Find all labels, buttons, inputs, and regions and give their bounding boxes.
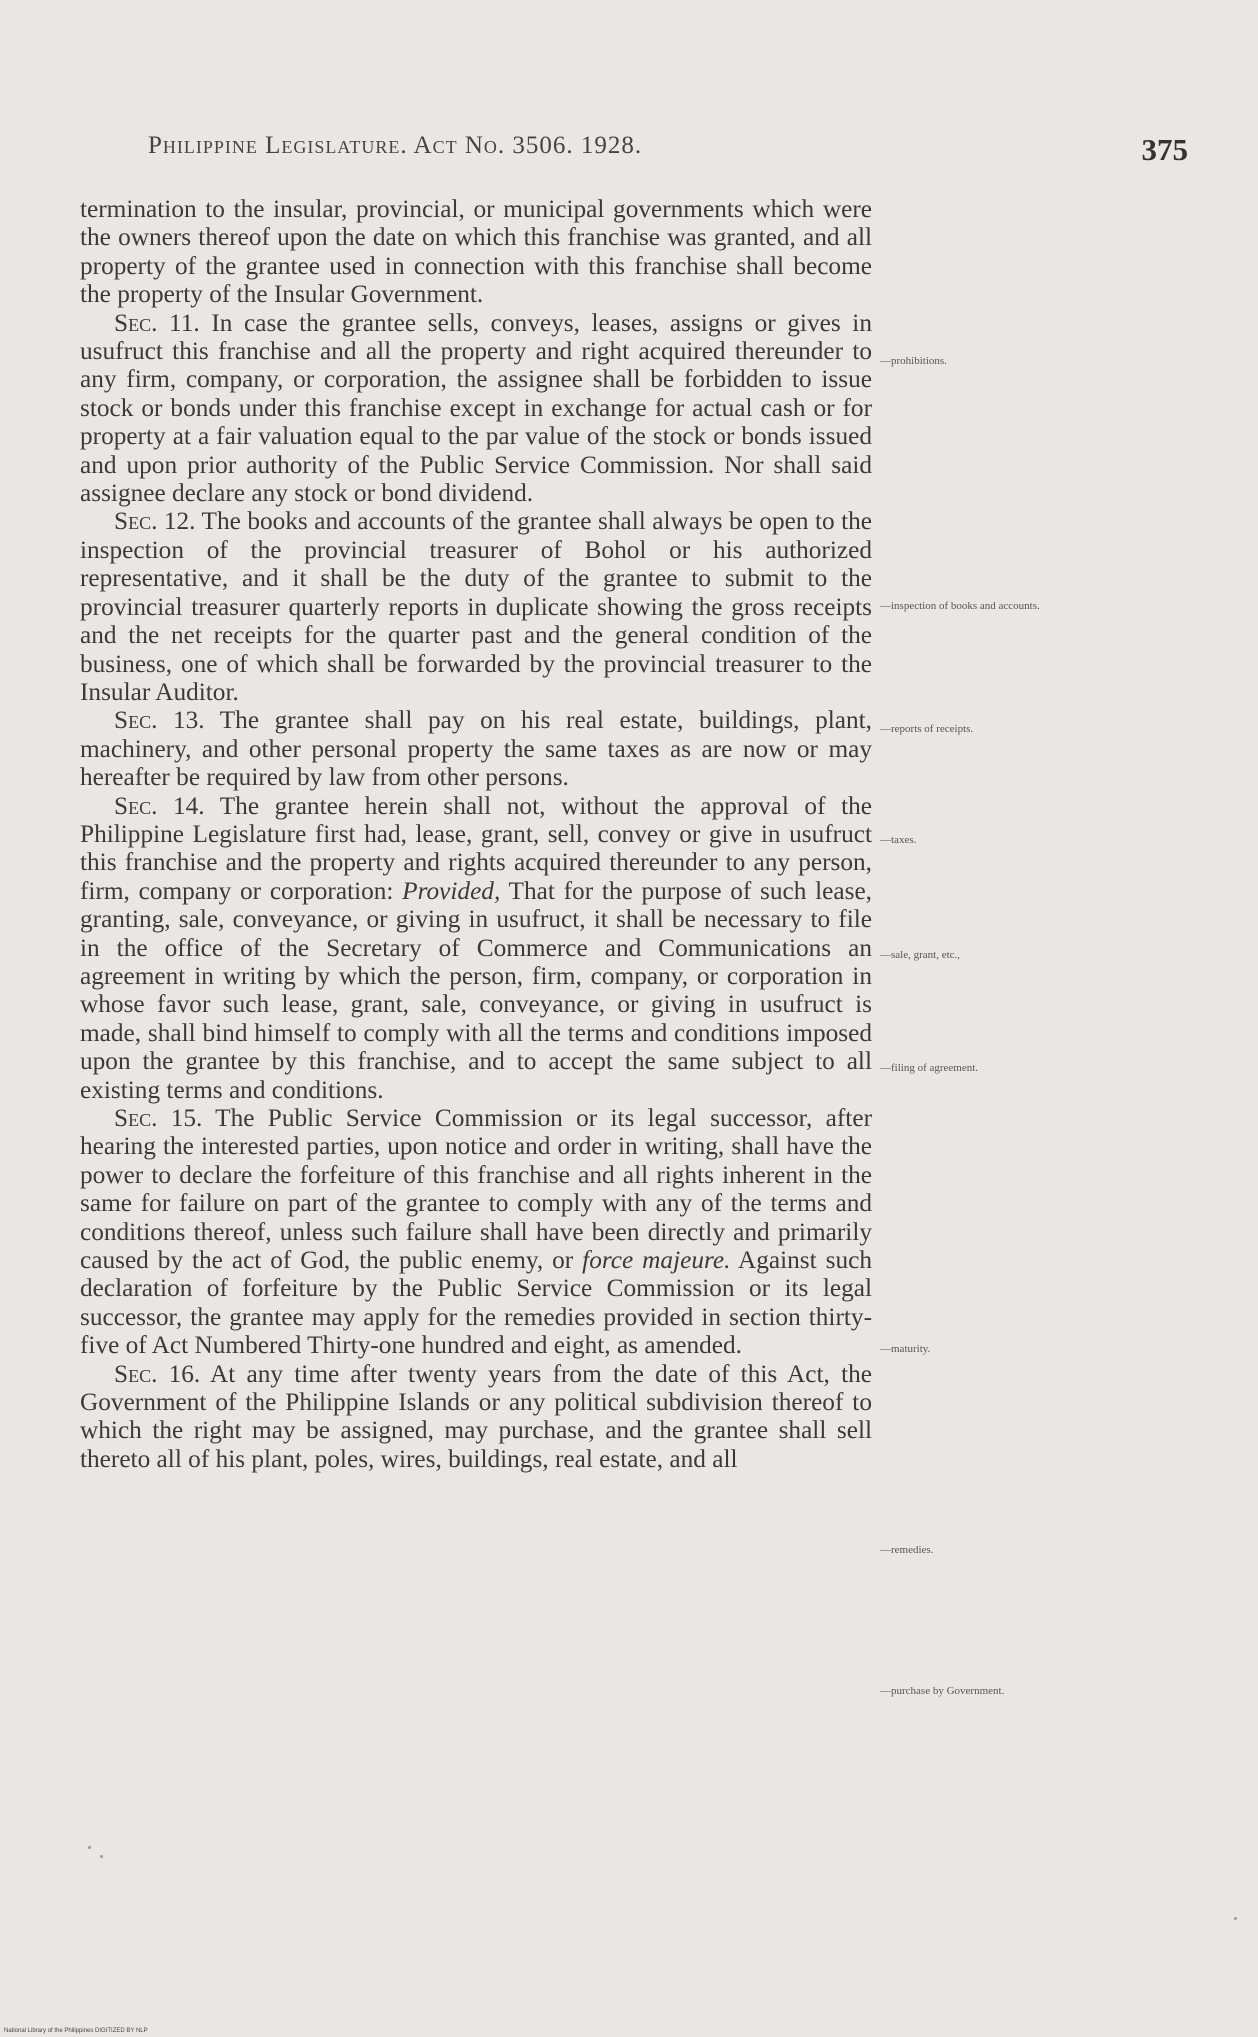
section-label: Sec. 15. — [114, 1104, 203, 1132]
section-13 — [80, 706, 872, 791]
section-text: The books and accounts of the grantee shall always be open to the inspection of the provincial treasurer of Bohol or his authorized representative, and it shall be the duty of the grantee to submit to the provincial treasurer quarterly reports in duplicate showing the gross receipts and the net receipts for the quarter past and the general condition of the business, one of which shall be forwarded by the provincial treasurer to the Insular Auditor. — [80, 507, 873, 706]
speck — [1234, 1917, 1237, 1920]
margin-note-remedies: —remedies. — [880, 1544, 934, 1556]
section-text: At any time after twenty years from the date of this Act, the Government of the Philippine Islands or any political subdivision thereof to which the right may be assigned, may purchase, and the grantee shall sell thereto all of his plant, poles, wires, buildings, real estate, and all — [80, 1359, 872, 1473]
section-14 — [80, 792, 872, 1104]
section-text: Against such declaration of forfeiture by the Public Service Commission or its legal successor, the grantee may apply for the remedies provided in section thirty-five of Act Numbered Thirty-one hundred and eight, as amended. — [80, 1246, 872, 1360]
section-text: That for the purpose of such lease, granting, sale, conveyance, or giving in usufruct, it shall be necessary to file in the office of the Secretary of Commerce and Communications an agreement in writing by which the person, firm, company, or corporation in whose favor such lease, grant, sale, conveyance, or giving in usufruct is made, shall bind himself to comply with all the terms and conditions imposed upon the grantee by this franchise, and to accept the same subject to all existing terms and conditions. — [80, 876, 873, 1104]
margin-note-filing: —filing of agreement. — [880, 1062, 979, 1074]
speck — [88, 1846, 91, 1849]
running-head: Philippine Legislature. Act No. 3506. 1928. — [148, 132, 643, 159]
section-label: Sec. 14. — [114, 791, 205, 820]
provided-term: Provided, — [402, 876, 501, 905]
section-15 — [80, 1104, 872, 1360]
section-label: Sec. 16. — [114, 1359, 201, 1388]
margin-note-sale: —sale, grant, etc., — [880, 949, 961, 961]
speck — [100, 1855, 103, 1858]
margin-note-inspection: —inspection of books and accounts. — [880, 600, 1040, 612]
section-text: The grantee herein shall not, without the approval of the Philippine Legislature first had, lease, grant, sell, convey or give in usufruct this franchise and the property and rights acquired thereunder to any person, firm, company or corporation: — [80, 791, 872, 905]
margin-note-taxes: —taxes. — [880, 834, 917, 846]
section-label: Sec. 13. — [114, 706, 205, 735]
section-11 — [80, 309, 872, 508]
section-16 — [80, 1360, 872, 1474]
section-label: Sec. 12. — [114, 507, 196, 536]
margin-note-reports: —reports of receipts. — [880, 723, 974, 735]
section-text: The grantee shall pay on his real estate, buildings, plant, machinery, and other personal property the same taxes as are now or may hereafter be required by law from other persons. — [80, 706, 872, 792]
margin-note-prohibitions: —prohibitions. — [880, 355, 947, 367]
section-text: The Public Service Commission or its legal successor, after hearing the interested parties, upon notice and order in writing, shall have the power to declare the forfeiture of this franchise and all rights inherent in the same for failure on part of the grantee to comply with any of the terms and conditions thereof, unless such failure shall have been directly and primarily caused by the act of God, the public enemy, or — [80, 1104, 872, 1275]
section-text: In case the grantee sells, conveys, leases, assigns or gives in usufruct this franchise and all the property and right acquired thereunder to any firm, company, or corporation, the assignee shall be forbidden to issue stock or bonds under this franchise except in exchange for actual cash or for property at a fair valuation equal to the par value of the stock or bonds issued and upon prior authority of the Public Service Commission. Nor shall said assignee declare any stock or bond dividend. — [80, 308, 872, 508]
page-number: 375 — [1141, 132, 1188, 167]
page-header — [148, 132, 1188, 172]
section-12 — [80, 507, 872, 706]
scan-credit: National Library of the Philippines DIGITIZED BY NLP — [4, 2028, 148, 2034]
margin-note-maturity: —maturity. — [880, 1343, 931, 1355]
section-label: Sec. 11. — [114, 308, 200, 337]
body-text — [80, 195, 872, 1473]
margin-note-purchase: —purchase by Government. — [880, 1685, 1005, 1697]
paragraph-continued: termination to the insular, provincial, or municipal governments which were the owners thereof upon the date on which this franchise was granted, and all property of the grantee used in connection with this franchise shall become the property of the Insular Government. — [80, 195, 872, 309]
force-majeure-term: force majeure. — [582, 1246, 731, 1275]
